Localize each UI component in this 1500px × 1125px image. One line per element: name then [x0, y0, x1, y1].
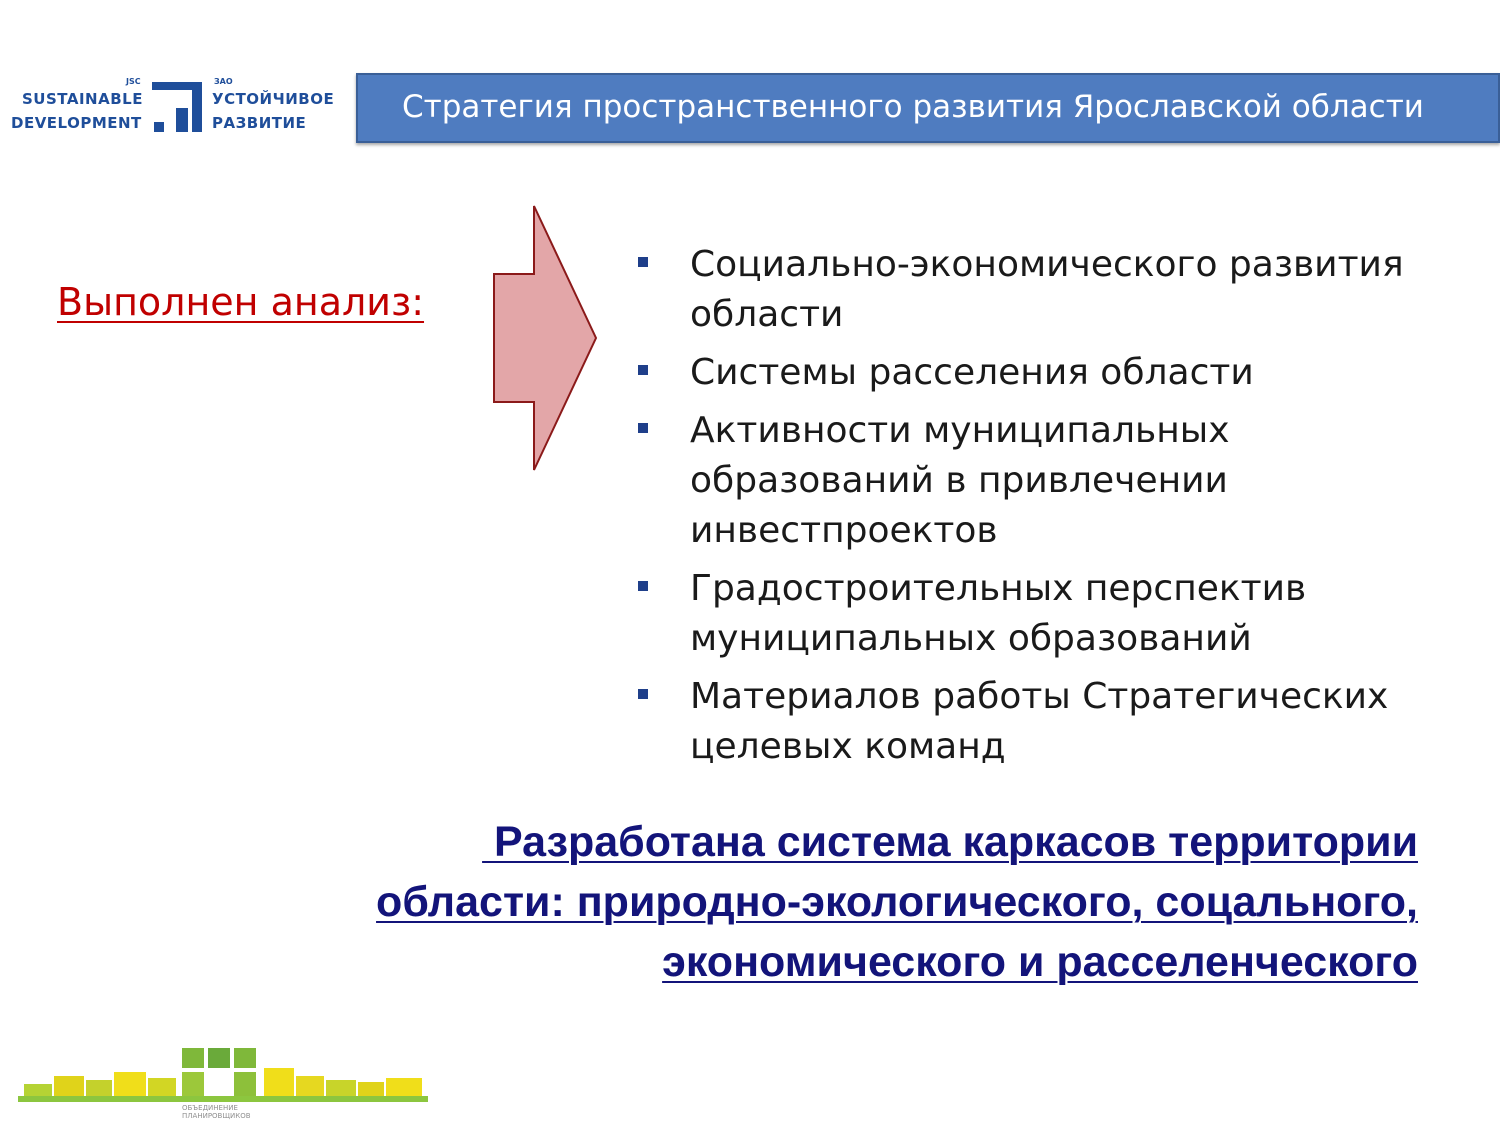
title-bar [356, 73, 1500, 143]
list-item-line: Активности муниципальных [690, 410, 1230, 451]
logo-ru-line1: УСТОЙЧИВОЕ [212, 90, 335, 108]
list-item [634, 240, 1454, 340]
list-item [634, 406, 1454, 556]
list-item-line: Градостроительных перспектив [690, 568, 1307, 609]
analysis-label: Выполнен анализ: [57, 280, 425, 324]
list-item-line: инвестпроектов [690, 510, 998, 551]
list-item-line: Системы расселения области [690, 352, 1254, 393]
logo-ru-line2: РАЗВИТИЕ [212, 114, 307, 132]
bullet-square-icon [638, 365, 648, 375]
list-item [634, 672, 1454, 772]
logo-zao-label: ЗАО [214, 77, 233, 86]
list-item-line: муниципальных образований [690, 618, 1252, 659]
logo-en-line1: SUSTAINABLE [22, 90, 143, 108]
company-logo [8, 74, 348, 136]
list-item-line: образований в привлечении [690, 460, 1228, 501]
list-item-line: Социально-экономического развития [690, 244, 1404, 285]
conclusion-line: экономического и расселенческого [662, 938, 1418, 986]
logo-mark-icon [152, 78, 204, 134]
list-item-line: области [690, 294, 844, 335]
conclusion-text [178, 812, 1418, 992]
analysis-list [634, 240, 1454, 780]
list-item-line: Материалов работы Стратегических [690, 676, 1389, 717]
conclusion-line: области: природно-экологического, соцального, [376, 878, 1418, 926]
bullet-square-icon [638, 257, 648, 267]
right-arrow-icon [492, 204, 600, 474]
slide-title: Стратегия пространственного развития Ярославской области [402, 89, 1424, 125]
list-item-line: целевых команд [690, 726, 1006, 767]
logo-jsc-label: JSC [126, 77, 141, 86]
list-item [634, 348, 1454, 398]
bullet-square-icon [638, 689, 648, 699]
footer-caption-line2: ПЛАНИРОВЩИКОВ [182, 1112, 251, 1120]
logo-en-line2: DEVELOPMENT [11, 114, 142, 132]
conclusion-line: Разработана система каркасов территории [482, 818, 1418, 866]
list-item [634, 564, 1454, 664]
bullet-square-icon [638, 581, 648, 591]
footer-caption-line1: ОБЪЕДИНЕНИЕ [182, 1104, 238, 1112]
bullet-square-icon [638, 423, 648, 433]
footer-logo-caption [182, 1104, 251, 1120]
